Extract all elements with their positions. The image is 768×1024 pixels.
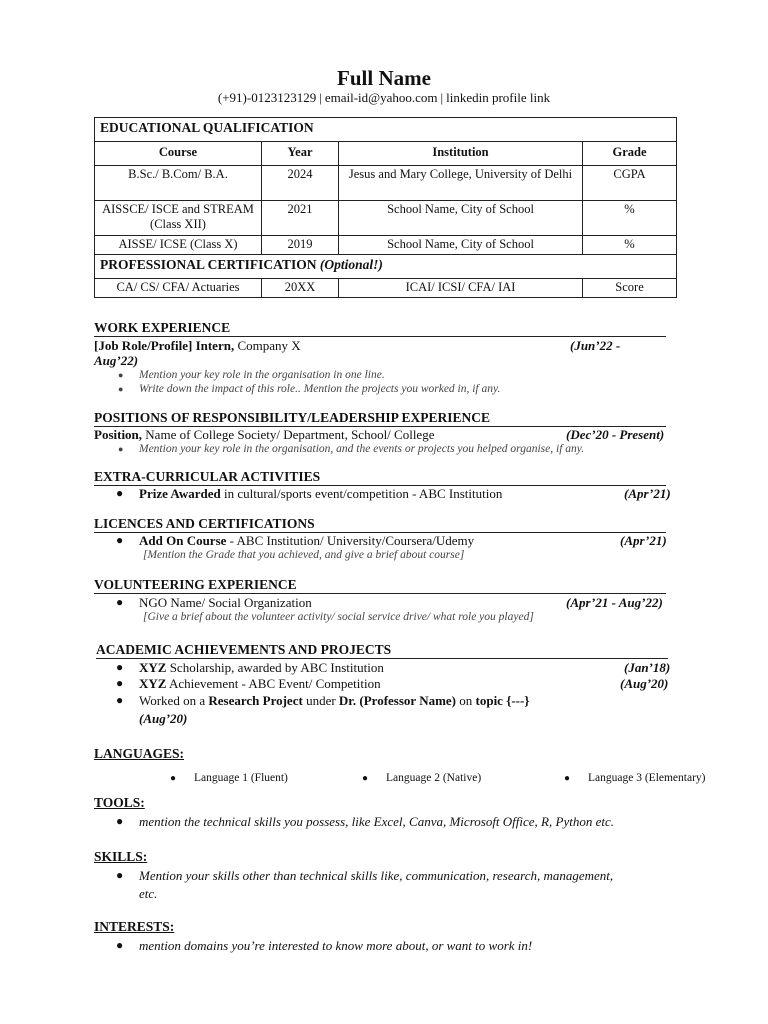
bullet-icon: ● <box>116 676 124 690</box>
language-item: Language 1 (Fluent) <box>194 772 288 784</box>
academic-item-3-b: Research Project <box>208 693 303 708</box>
table-row <box>95 166 677 201</box>
grade-cell: Score <box>583 279 677 298</box>
licences-item <box>139 533 474 548</box>
academic-section-title: ACADEMIC ACHIEVEMENTS AND PROJECTS <box>96 643 668 659</box>
full-name: Full Name <box>337 66 431 90</box>
eca-rest: in cultural/sports event/competition - ABC Institution <box>223 486 503 501</box>
institution-cell: Jesus and Mary College, University of Delhi <box>339 166 583 201</box>
bullet-icon: ● <box>116 660 124 674</box>
por-position: Position, <box>94 427 143 442</box>
bullet-icon: ● <box>170 773 177 784</box>
work-date-start: (Jun’22 - <box>570 338 621 353</box>
por-note: Mention your key role in the organisation, and the events or projects you helped organise, if any. <box>139 443 585 455</box>
work-note: Write down the impact of this role.. Mention the projects you worked in, if any. <box>139 383 501 395</box>
academic-item-2-date: (Aug’20) <box>620 676 669 691</box>
academic-item-3 <box>139 693 529 708</box>
email-address[interactable]: email-id@yahoo.com <box>324 90 438 105</box>
bullet-icon: ● <box>116 693 124 707</box>
licences-date: (Apr’21) <box>620 533 667 548</box>
bullet-icon: ● <box>118 384 124 394</box>
work-note: Mention your key role in the organisation in one line. <box>139 369 385 381</box>
academic-item-1-text: Scholarship, awarded by ABC Institution <box>169 660 384 675</box>
education-table <box>94 117 677 298</box>
por-section-title: POSITIONS OF RESPONSIBILITY/LEADERSHIP EXPERIENCE <box>94 411 666 427</box>
optional-label: (Optional!) <box>319 257 383 272</box>
academic-item-3-c: under <box>306 693 336 708</box>
column-header-year: Year <box>262 142 339 166</box>
work-section-title: WORK EXPERIENCE <box>94 321 666 337</box>
institution-cell: School Name, City of School <box>339 236 583 255</box>
academic-item-3-d: Dr. (Professor Name) <box>338 693 457 708</box>
grade-cell: CGPA <box>583 166 677 201</box>
academic-item-3-date: (Aug’20) <box>139 711 188 726</box>
academic-item-2-bold: XYZ <box>139 676 167 691</box>
bullet-icon: ● <box>116 595 124 609</box>
volunteer-item: NGO Name/ Social Organization <box>139 595 312 610</box>
licences-section-title: LICENCES AND CERTIFICATIONS <box>94 517 666 533</box>
skills-section-title: SKILLS: <box>94 849 148 864</box>
skills-text-line-1: Mention your skills other than technical skills like, communication, research, management, <box>139 868 614 883</box>
year-cell: 20XX <box>262 279 339 298</box>
table-row <box>95 236 677 255</box>
grade-cell: % <box>583 201 677 236</box>
bullet-icon: ● <box>362 773 369 784</box>
institution-cell: School Name, City of School <box>339 201 583 236</box>
table-row <box>95 279 677 298</box>
column-header-institution: Institution <box>339 142 583 166</box>
column-header-grade: Grade <box>583 142 677 166</box>
bullet-icon: ● <box>116 486 124 500</box>
course-cell: AISSE/ ICSE (Class X) <box>95 236 262 255</box>
year-cell: 2024 <box>262 166 339 201</box>
academic-item-3-e: on <box>459 693 473 708</box>
por-date: (Dec’20 - Present) <box>566 427 665 442</box>
separator: | <box>319 90 322 105</box>
eca-date: (Apr’21) <box>624 486 671 501</box>
column-header-course: Course <box>95 142 262 166</box>
por-org: Name of College Society/ Department, School/ College <box>145 427 435 442</box>
course-cell: CA/ CS/ CFA/ Actuaries <box>95 279 262 298</box>
licences-bold: Add On Course <box>139 533 227 548</box>
bullet-icon: ● <box>118 370 124 380</box>
licences-rest: - ABC Institution/ University/Coursera/Udemy <box>229 533 475 548</box>
eca-bold: Prize Awarded <box>139 486 221 501</box>
academic-item-2 <box>139 676 381 691</box>
academic-item-1-date: (Jan’18) <box>624 660 671 675</box>
work-company: Company X <box>237 338 301 353</box>
table-row <box>95 201 677 236</box>
eca-section-title: EXTRA-CURRICULAR ACTIVITIES <box>94 470 666 486</box>
volunteer-date: (Apr’21 - Aug’22) <box>566 595 663 610</box>
grade-cell: % <box>583 236 677 255</box>
linkedin-link[interactable]: linkedin profile link <box>446 90 551 105</box>
bullet-icon: ● <box>116 533 124 547</box>
education-section-title: EDUCATIONAL QUALIFICATION <box>95 118 677 142</box>
bullet-icon: ● <box>116 814 124 828</box>
contact-line <box>0 90 768 106</box>
tools-section-title: TOOLS: <box>94 795 145 810</box>
work-role-line <box>94 338 301 353</box>
academic-item-1 <box>139 660 384 675</box>
course-cell: AISSCE/ ISCE and STREAM (Class XII) <box>95 201 262 236</box>
institution-cell: ICAI/ ICSI/ CFA/ IAI <box>339 279 583 298</box>
bullet-icon: ● <box>116 938 124 952</box>
separator: | <box>440 90 444 105</box>
year-cell: 2021 <box>262 201 339 236</box>
language-item: Language 3 (Elementary) <box>588 772 706 784</box>
interests-text: mention domains you’re interested to know more about, or want to work in! <box>139 938 533 953</box>
volunteer-section-title: VOLUNTEERING EXPERIENCE <box>94 578 666 594</box>
bullet-icon: ● <box>564 773 571 784</box>
skills-text-line-2: etc. <box>139 886 158 901</box>
academic-item-1-bold: XYZ <box>139 660 167 675</box>
bullet-icon: ● <box>118 444 124 454</box>
languages-section-title: LANGUAGES: <box>94 746 185 761</box>
language-item: Language 2 (Native) <box>386 772 482 784</box>
academic-item-2-text: Achievement - ABC Event/ Competition <box>169 676 381 691</box>
work-role: [Job Role/Profile] Intern, <box>94 338 235 353</box>
certification-title: PROFESSIONAL CERTIFICATION <box>100 257 317 272</box>
certification-section-title <box>95 255 677 279</box>
bullet-icon: ● <box>116 868 124 882</box>
work-date-end: Aug’22) <box>94 353 139 368</box>
tools-text: mention the technical skills you possess, like Excel, Canva, Microsoft Office, R, Python etc. <box>139 814 614 829</box>
licences-note: [Mention the Grade that you achieved, and give a brief about course] <box>143 549 465 561</box>
course-cell: B.Sc./ B.Com/ B.A. <box>95 166 262 201</box>
year-cell: 2019 <box>262 236 339 255</box>
eca-item <box>139 486 502 501</box>
academic-item-3-f: topic {---} <box>475 693 530 708</box>
academic-item-3-a: Worked on a <box>139 693 206 708</box>
interests-section-title: INTERESTS: <box>94 919 175 934</box>
phone-number: (+91)-0123123129 <box>217 90 317 105</box>
por-position-line <box>94 427 434 442</box>
volunteer-note: [Give a brief about the volunteer activity/ social service drive/ what role you played] <box>143 611 534 623</box>
